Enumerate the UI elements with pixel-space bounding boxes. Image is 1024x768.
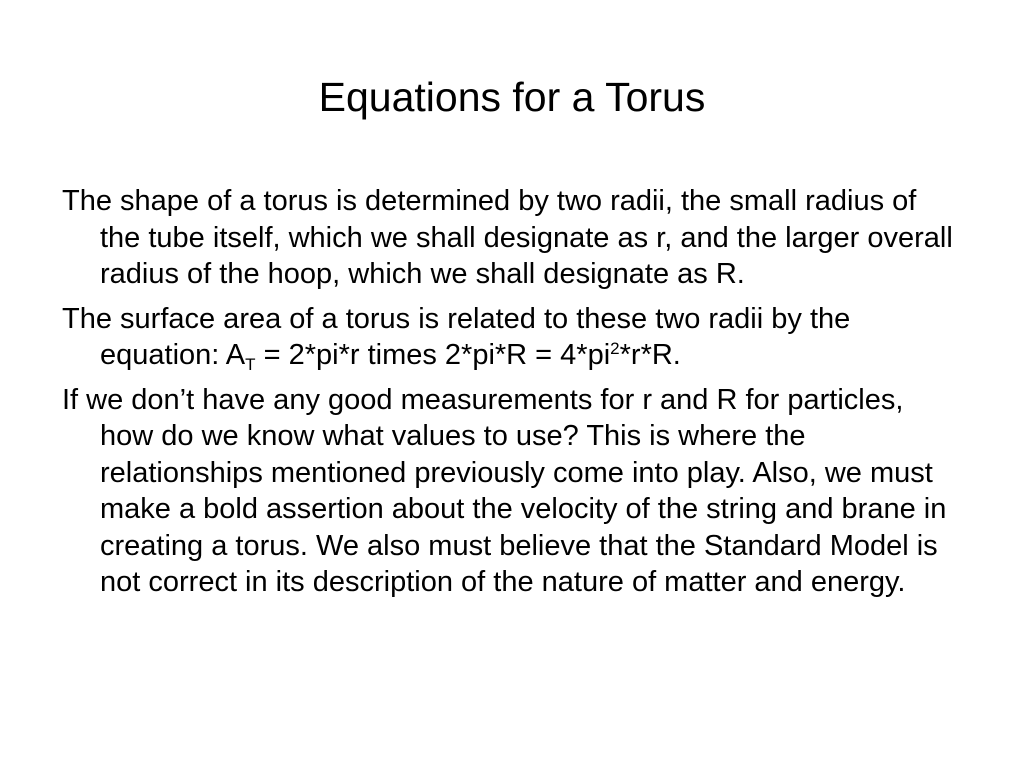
- paragraph-measurements: If we don’t have any good measurements for r and R for particles, how do we know what values to use? This is where the relationships mentioned previously come into play. Also, we must make a bold assertion about the velocity of the string and brane in creating a torus. We also must believe that the Standard Model is not correct in its description of the nature of matter and energy.: [62, 383, 947, 598]
- slide-title: Equations for a Torus: [318, 74, 706, 120]
- paragraph-torus-radii: The shape of a torus is determined by two radii, the small radius of the tube itself, which we shall designate as r, and the larger overall radius of the hoop, which we shall designate as R.: [62, 185, 953, 290]
- slide-body: [62, 183, 962, 609]
- equation-text-middle: = 2*pi*r times 2*pi*R = 4*pi: [255, 339, 611, 371]
- paragraph-surface-area-equation: [62, 301, 962, 374]
- equation-text-end: *r*R.: [619, 339, 681, 371]
- superscript-2: 2: [610, 339, 620, 358]
- subscript-t: T: [245, 355, 256, 374]
- equation-text-lead: The surface area of a torus is related to these two radii by the equation: A: [62, 302, 851, 371]
